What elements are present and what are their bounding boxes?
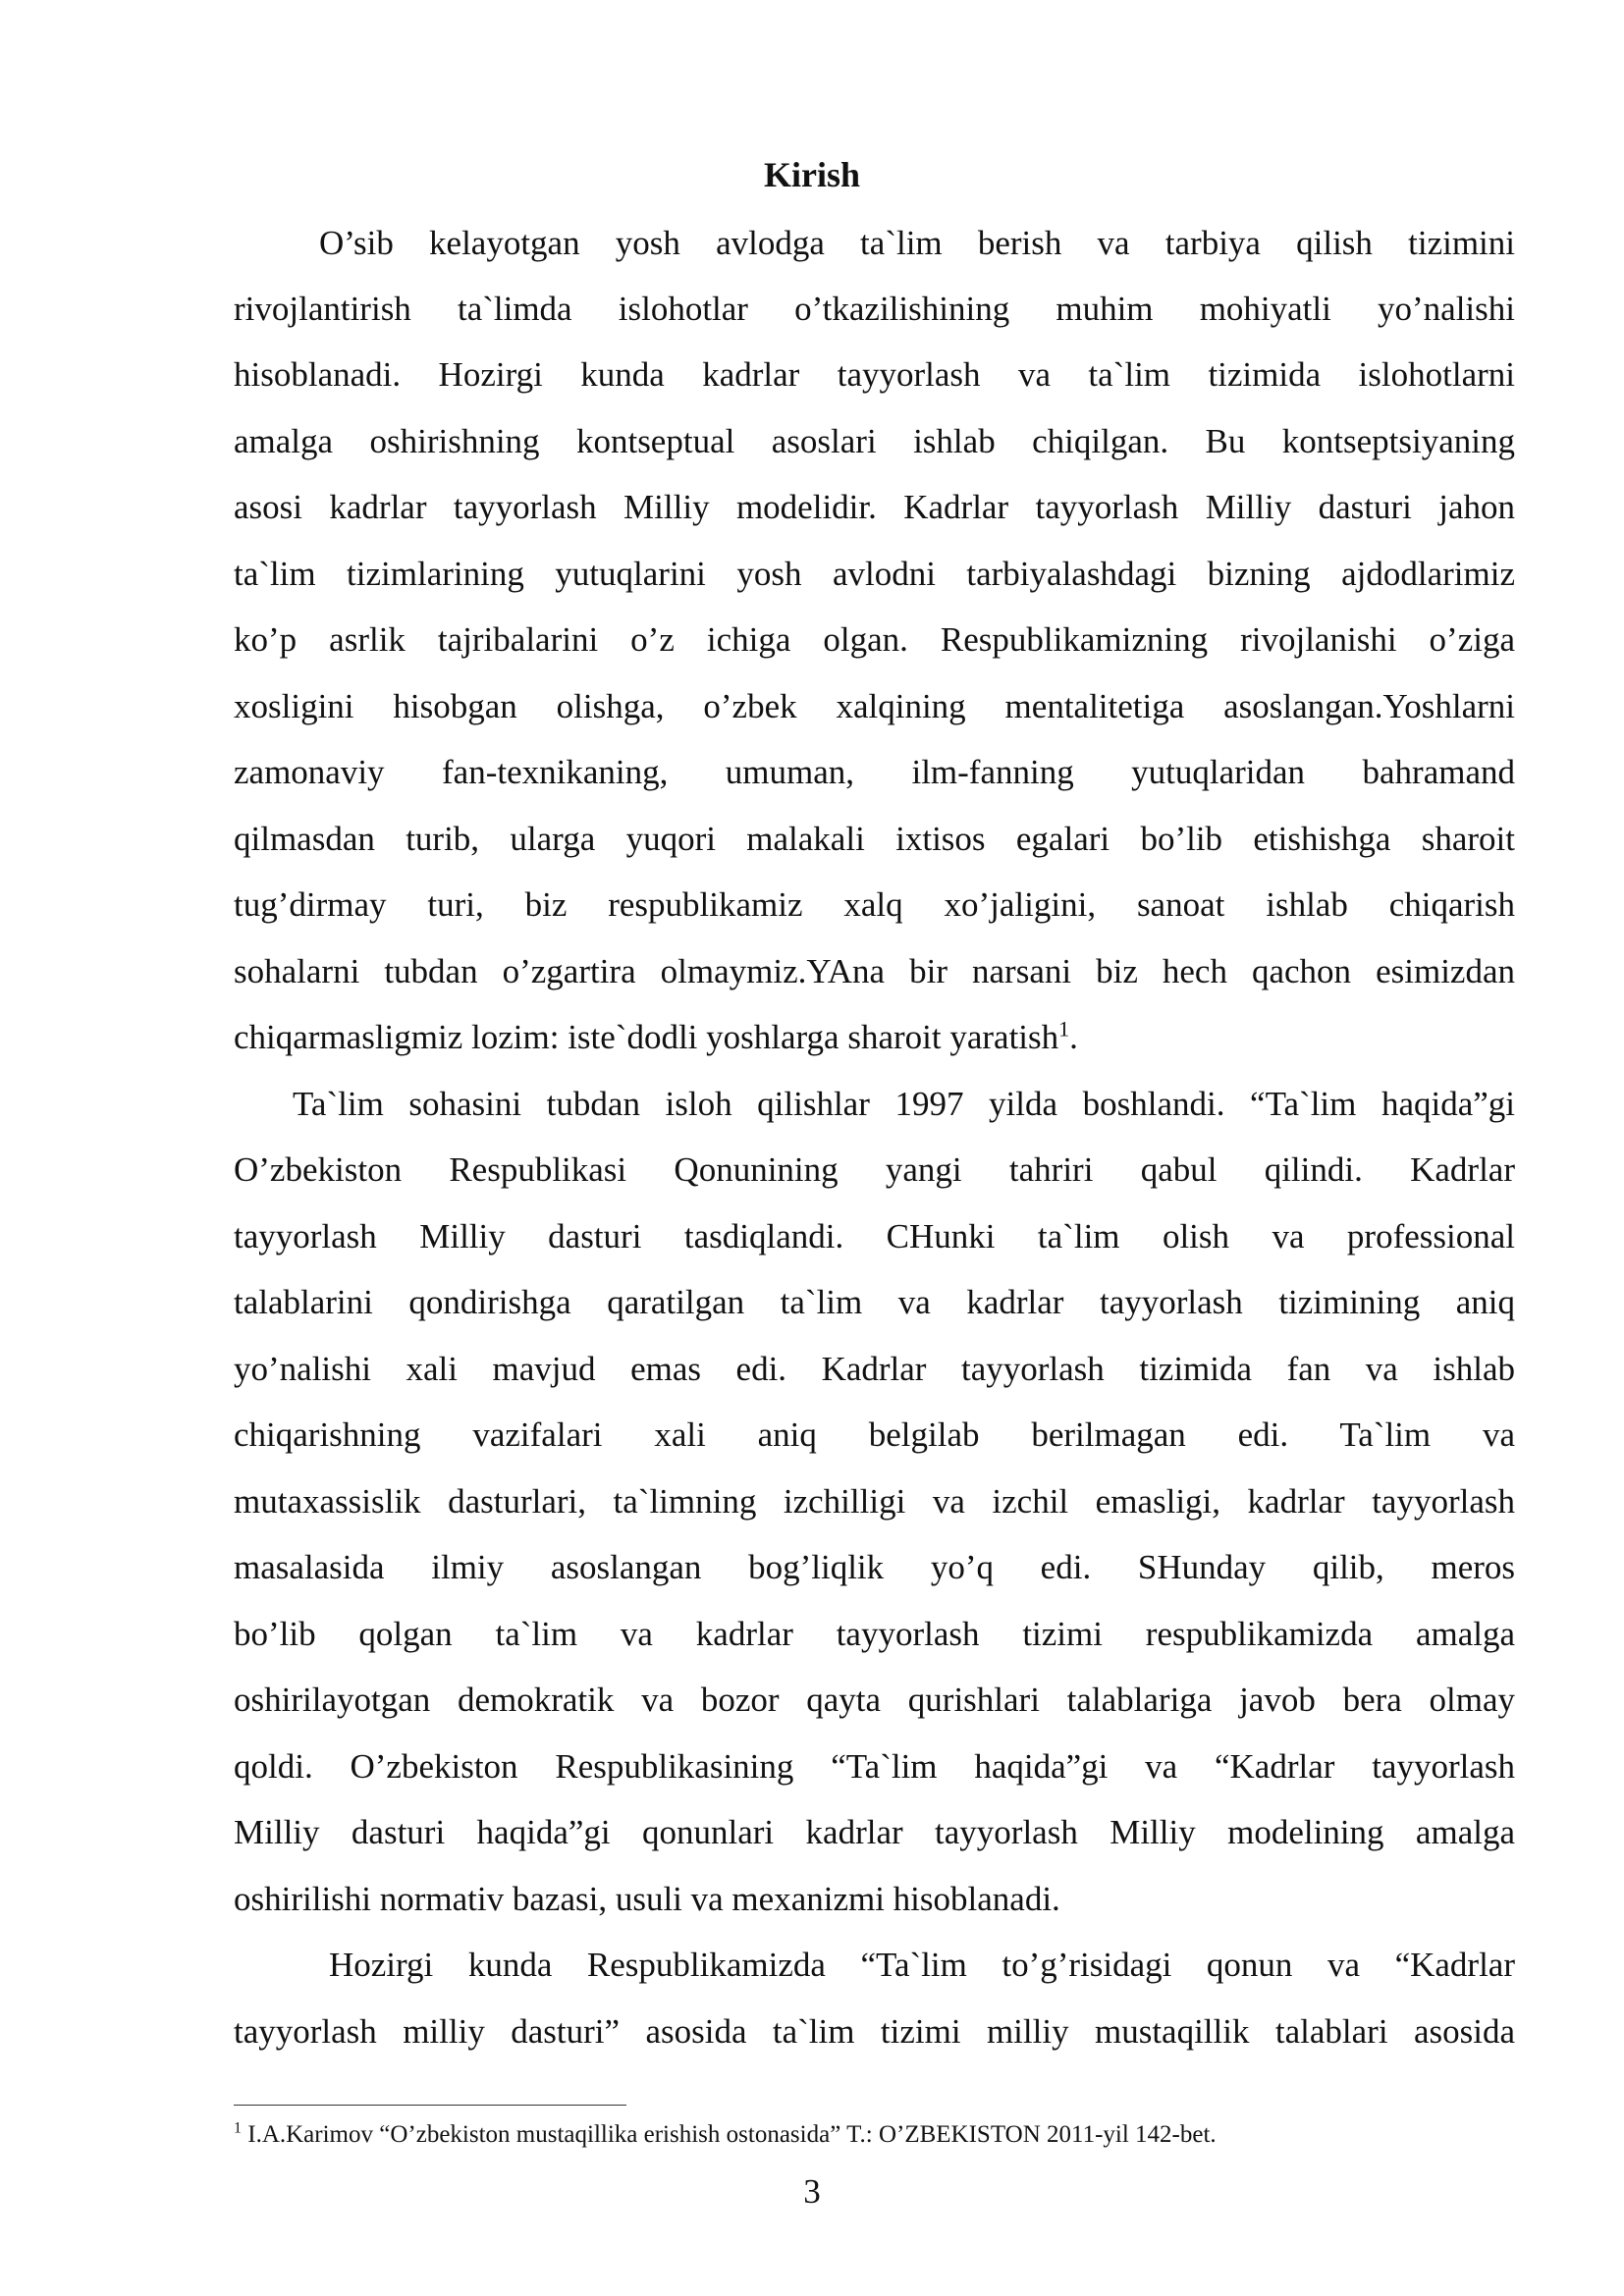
- text-line: [234, 1013, 1515, 1062]
- text-line: oshirilayotgan demokratik va bozor qayta qurishlari talablariga javob bera olmay: [234, 1681, 1515, 1719]
- footnote: [234, 2117, 1515, 2153]
- text-line-end: .: [1069, 1018, 1078, 1056]
- text-line: qilmasdan turib, ularga yuqori malakali ixtisos egalari bo’lib etishishga sharoit: [234, 820, 1515, 858]
- text-line: O’sib kelayotgan yosh avlodga ta`lim berish va tarbiya qilish tizimini: [319, 224, 1515, 262]
- text-line: ko’p asrlik tajribalarini o’z ichiga olgan. Respublikamizning rivojlanishi o’ziga: [234, 620, 1515, 659]
- text-line-content: chiqarmasligmiz lozim: iste`dodli yoshlarga sharoit yaratish: [234, 1018, 1059, 1056]
- text-line: amalga oshirishning kontseptual asoslari ishlab chiqilgan. Bu kontseptsiyaning: [234, 422, 1515, 460]
- page-number: 3: [803, 2172, 821, 2211]
- text-line: yo’nalishi xali mavjud emas edi. Kadrlar tayyorlash tizimida fan va ishlab: [234, 1350, 1515, 1388]
- footnote-marker: 1: [234, 2119, 242, 2137]
- text-line: rivojlantirish ta`limda islohotlar o’tkazilishining muhim mohiyatli yo’nalishi: [234, 290, 1515, 328]
- text-line: O’zbekiston Respublikasi Qonunining yangi tahriri qabul qilindi. Kadrlar: [234, 1150, 1515, 1189]
- text-line: Ta`lim sohasini tubdan isloh qilishlar 1997 yilda boshlandi. “Ta`lim haqida”gi: [293, 1085, 1515, 1123]
- text-line: asosi kadrlar tayyorlash Milliy modelidir. Kadrlar tayyorlash Milliy dasturi jahon: [234, 488, 1515, 526]
- text-line: bo’lib qolgan ta`lim va kadrlar tayyorlash tizimi respublikamizda amalga: [234, 1615, 1515, 1653]
- text-line: ta`lim tizimlarining yutuqlarini yosh avlodni tarbiyalashdagi bizning ajdodlarimiz: [234, 555, 1515, 593]
- text-line: Milliy dasturi haqida”gi qonunlari kadrlar tayyorlash Milliy modelining amalga: [234, 1813, 1515, 1851]
- text-line: qoldi. O’zbekiston Respublikasining “Ta`lim haqida”gi va “Kadrlar tayyorlash: [234, 1747, 1515, 1786]
- footnote-text: I.A.Karimov “O’zbekiston mustaqillika erishish ostonasida” T.: O’ZBEKISTON 2011-yil 142-bet.: [242, 2121, 1217, 2148]
- text-line: sohalarni tubdan o’zgartira olmaymiz.YAna bir narsani biz hech qachon esimizdan: [234, 952, 1515, 990]
- text-line: tayyorlash Milliy dasturi tasdiqlandi. CHunki ta`lim olish va professional: [234, 1217, 1515, 1255]
- footnote-separator: [234, 2105, 626, 2106]
- text-line: zamonaviy fan-texnikaning, umuman, ilm-fanning yutuqlaridan bahramand: [234, 753, 1515, 791]
- text-line: xosligini hisobgan olishga, o’zbek xalqining mentalitetiga asoslangan.Yoshlarni: [234, 687, 1515, 725]
- text-line: tug’dirmay turi, biz respublikamiz xalq xo’jaligini, sanoat ishlab chiqarish: [234, 885, 1515, 924]
- text-line: tayyorlash milliy dasturi” asosida ta`lim tizimi milliy mustaqillik talablari asosida: [234, 2012, 1515, 2051]
- text-line: chiqarishning vazifalari xali aniq belgilab berilmagan edi. Ta`lim va: [234, 1415, 1515, 1454]
- text-line: talablarini qondirishga qaratilgan ta`lim va kadrlar tayyorlash tizimining aniq: [234, 1283, 1515, 1321]
- text-line: oshirilishi normativ bazasi, usuli va mexanizmi hisoblanadi.: [234, 1880, 1060, 1918]
- text-line: hisoblanadi. Hozirgi kunda kadrlar tayyorlash va ta`lim tizimida islohotlarni: [234, 355, 1515, 394]
- text-line: masalasida ilmiy asoslangan bog’liqlik yo’q edi. SHunday qilib, meros: [234, 1548, 1515, 1586]
- text-line: mutaxassislik dasturlari, ta`limning izchilligi va izchil emasligi, kadrlar tayyorlash: [234, 1482, 1515, 1521]
- footnote-reference: 1: [1058, 1016, 1070, 1041]
- text-line: Hozirgi kunda Respublikamizda “Ta`lim to’g’risidagi qonun va “Kadrlar: [329, 1946, 1515, 1984]
- section-title: Kirish: [763, 155, 860, 194]
